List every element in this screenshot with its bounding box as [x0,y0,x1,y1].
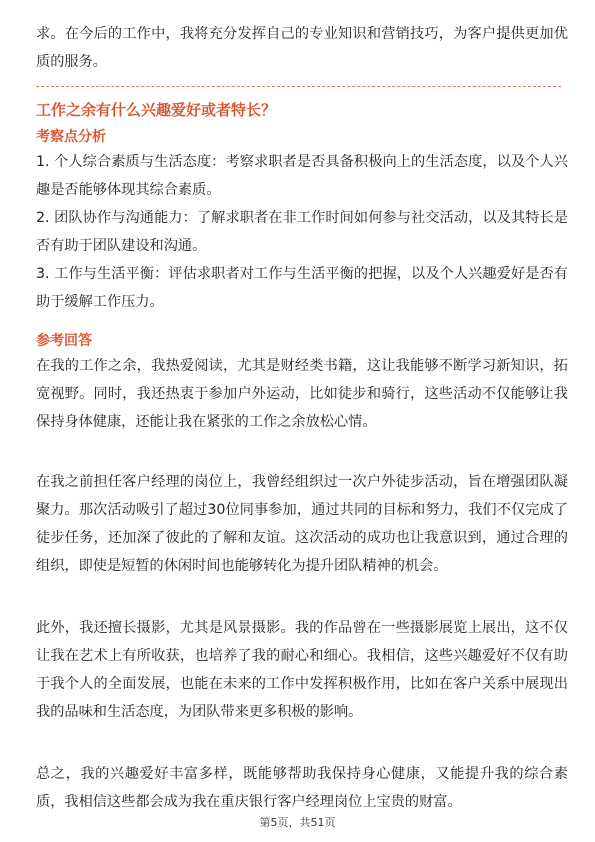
question-title: 工作之余有什么兴趣爱好或者特长？ [36,101,277,119]
answer-paragraph-1: 在我的工作之余，我热爱阅读，尤其是财经类书籍，这让我能够不断学习新知识，拓宽视野。同时，我还热衷于参加户外运动，比如徒步和骑行，这些活动不仅能够让我保持身体健康，还能让我在紧张的工作之余放松心情。 [36,358,568,430]
section-divider [36,86,561,87]
answer-paragraph-3: 此外，我还擅长摄影，尤其是风景摄影。我的作品曾在一些摄影展览上展出，这不仅让我在艺术上有所收获，也培养了我的耐心和细心。我相信，这些兴趣爱好不仅有助于我个人的全面发展，也能在未来的工作中发挥积极作用，比如在客户关系中展现出我的品味和生活态度，为团队带来更多积极的影响。 [36,620,568,720]
answer-paragraph-4: 总之，我的兴趣爱好丰富多样，既能够帮助我保持身心健康，又能提升我的综合素质，我相信这些都会成为我在重庆银行客户经理岗位上宝贵的财富。 [36,766,568,810]
answer-paragraph-2: 在我之前担任客户经理的岗位上，我曾经组织过一次户外徒步活动，旨在增强团队凝聚力。那次活动吸引了超过30位同事参加，通过共同的目标和努力，我们不仅完成了徒步任务，还加深了彼此的了解和友谊。这次活动的成功也让我意识到，通过合理的组织，即使是短暂的休闲时间也能够转化为提升团队精神的机会。 [36,474,568,574]
analysis-point-3: 3. 工作与生活平衡：评估求职者对工作与生活平衡的把握，以及个人兴趣爱好是否有助于缓解工作压力。 [36,266,568,310]
intro-paragraph: 求。在今后的工作中，我将充分发挥自己的专业知识和营销技巧，为客户提供更加优质的服务。 [36,26,568,70]
analysis-point-2: 2. 团队协作与沟通能力：了解求职者在非工作时间如何参与社交活动，以及其特长是否有助于团队建设和沟通。 [36,210,568,254]
answer-heading: 参考回答 [36,333,92,349]
page-number: 第5页，共51页 [259,816,336,829]
analysis-heading: 考察点分析 [36,129,106,145]
analysis-point-1: 1. 个人综合素质与生活态度：考察求职者是否具备积极向上的生活态度，以及个人兴趣是否能够体现其综合素质。 [36,154,568,198]
